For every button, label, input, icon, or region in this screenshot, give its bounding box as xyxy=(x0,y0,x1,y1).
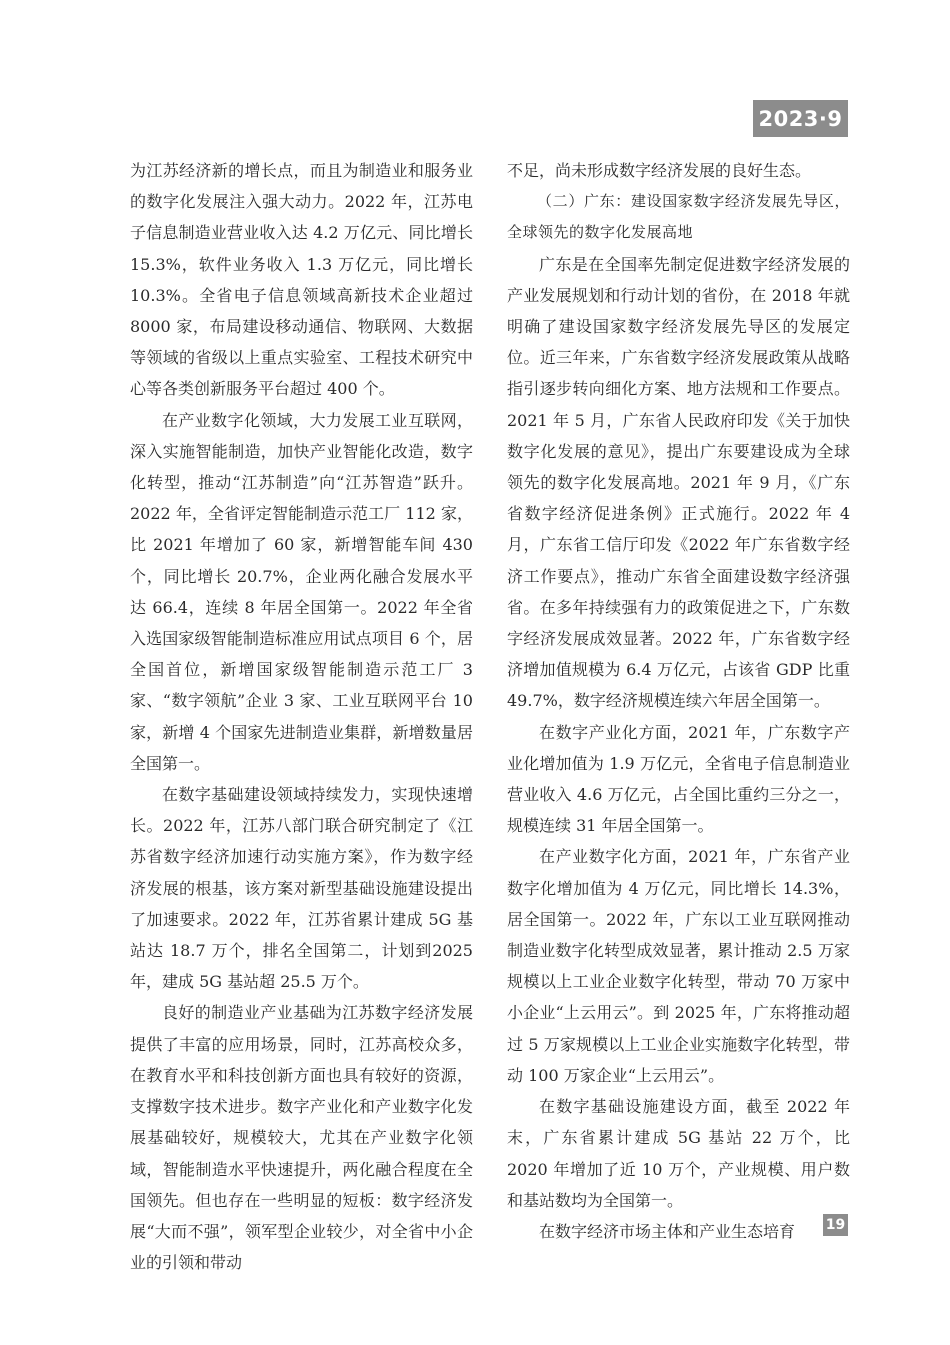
paragraph: 在产业数字化方面，2021 年，广东省产业数字化增加值为 4 万亿元，同比增长 14.3%，居全国第一。2022 年，广东以工业互联网推动制造业数字化转型成效显著，累计推动 2.5 万家规模以上工业企业数字化转型，带动 70 万家中小企业“上云用云”。到 2025 年，广东将推动超过 5 万家规模以上工业企业实施数字化转型，带动 100 万家企业“上云用云”。 xyxy=(507,847,850,1085)
paragraph: 广东是在全国率先制定促进数字经济发展的产业发展规划和行动计划的省份，在 2018 年就明确了建设国家数字经济发展先导区的发展定位。近三年来，广东省数字经济发展政策从战略指引逐步转向细化方案、地方法规和工作要点。2021 年 5 月，广东省人民政府印发《关于加快数字化发展的意见》，提出广东要建设成为全球领先的数字化发展高地。2021 年 9 月，《广东省数字经济促进条例》正式施行。2022 年 4 月，广东省工信厅印发《2022 年广东省数字经济工作要点》，推动广东省全面建设数字经济强省。在多年持续强有力的政策促进之下，广东数字经济发展成效显著。2022 年，广东省数字经济增加值规模为 6.4 万亿元，占该省 GDP 比重 49.7%，数字经济规模连续六年居全国第一。 xyxy=(507,254,850,711)
paragraph: 为江苏经济新的增长点，而且为制造业和服务业的数字化发展注入强大动力。2022 年，江苏电子信息制造业营业收入达 4.2 万亿元、同比增长 15.3%，软件业务收入 1.3 万亿元，同比增长 10.3%。全省电子信息领域高新技术企业超过 8000 家，布局建设移动通信、物联网、大数据等领域的省级以上重点实验室、工程技术研究中心等各类创新服务平台超过 400 个。 xyxy=(130,161,473,399)
paragraph: 在数字经济市场主体和产业生态培育 xyxy=(539,1221,796,1241)
paragraph: 在产业数字化领域，大力发展工业互联网，深入实施智能制造，加快产业智能化改造，数字化转型，推动“江苏制造”向“江苏智造”跃升。2022 年，全省评定智能制造示范工厂 112 家，比 2021 年增加了 60 家，新增智能车间 430 个，同比增长 20.7%，企业两化融合发展水平达 66.4，连续 8 年居全国第一。2022 年全省入选国家级智能制造标准应用试点项目 6 个，居全国首位，新增国家级智能制造示范工厂 3 家、“数字领航”企业 3 家、工业互联网平台 10 家，新增 4 个国家先进制造业集群，新增数量居全国第一。 xyxy=(130,410,473,773)
right-column xyxy=(507,155,850,1247)
paragraph: 在数字基础建设领域持续发力，实现快速增长。2022 年，江苏八部门联合研究制定了《江苏省数字经济加速行动实施方案》，作为数字经济发展的根基，该方案对新型基础设施建设提出了加速要求。2022 年，江苏省累计建成 5G 基站达 18.7 万个，排名全国第二，计划到2025 年，建成 5G 基站超 25.5 万个。 xyxy=(130,785,473,992)
issue-badge: 2023·9 xyxy=(753,100,848,137)
section-heading: （二）广东：建设国家数字经济发展先导区，全球领先的数字化发展高地 xyxy=(507,192,850,242)
paragraph: 在数字基础设施建设方面，截至 2022 年末，广东省累计建成 5G 基站 22 万个，比 2020 年增加了近 10 万个，产业规模、用户数和基站数均为全国第一。 xyxy=(507,1097,850,1210)
page-number: 19 xyxy=(823,1214,848,1236)
paragraph: 不足，尚未形成数字经济发展的良好生态。 xyxy=(507,161,812,180)
paragraph: 良好的制造业产业基础为江苏数字经济发展提供了丰富的应用场景，同时，江苏高校众多，在教育水平和科技创新方面也具有较好的资源，支撑数字技术进步。数字产业化和产业数字化发展基础较好，规模较大，尤其在产业数字化领域，智能制造水平快速提升，两化融合程度在全国领先。但也存在一些明显的短板：数字经济发展“大而不强”，领军型企业较少，对全省中小企业的引领和带动 xyxy=(130,1003,473,1273)
paragraph: 在数字产业化方面，2021 年，广东数字产业化增加值为 1.9 万亿元，全省电子信息制造业营业收入 4.6 万亿元，占全国比重约三分之一，规模连续 31 年居全国第一。 xyxy=(507,722,850,836)
left-column xyxy=(130,155,473,1278)
